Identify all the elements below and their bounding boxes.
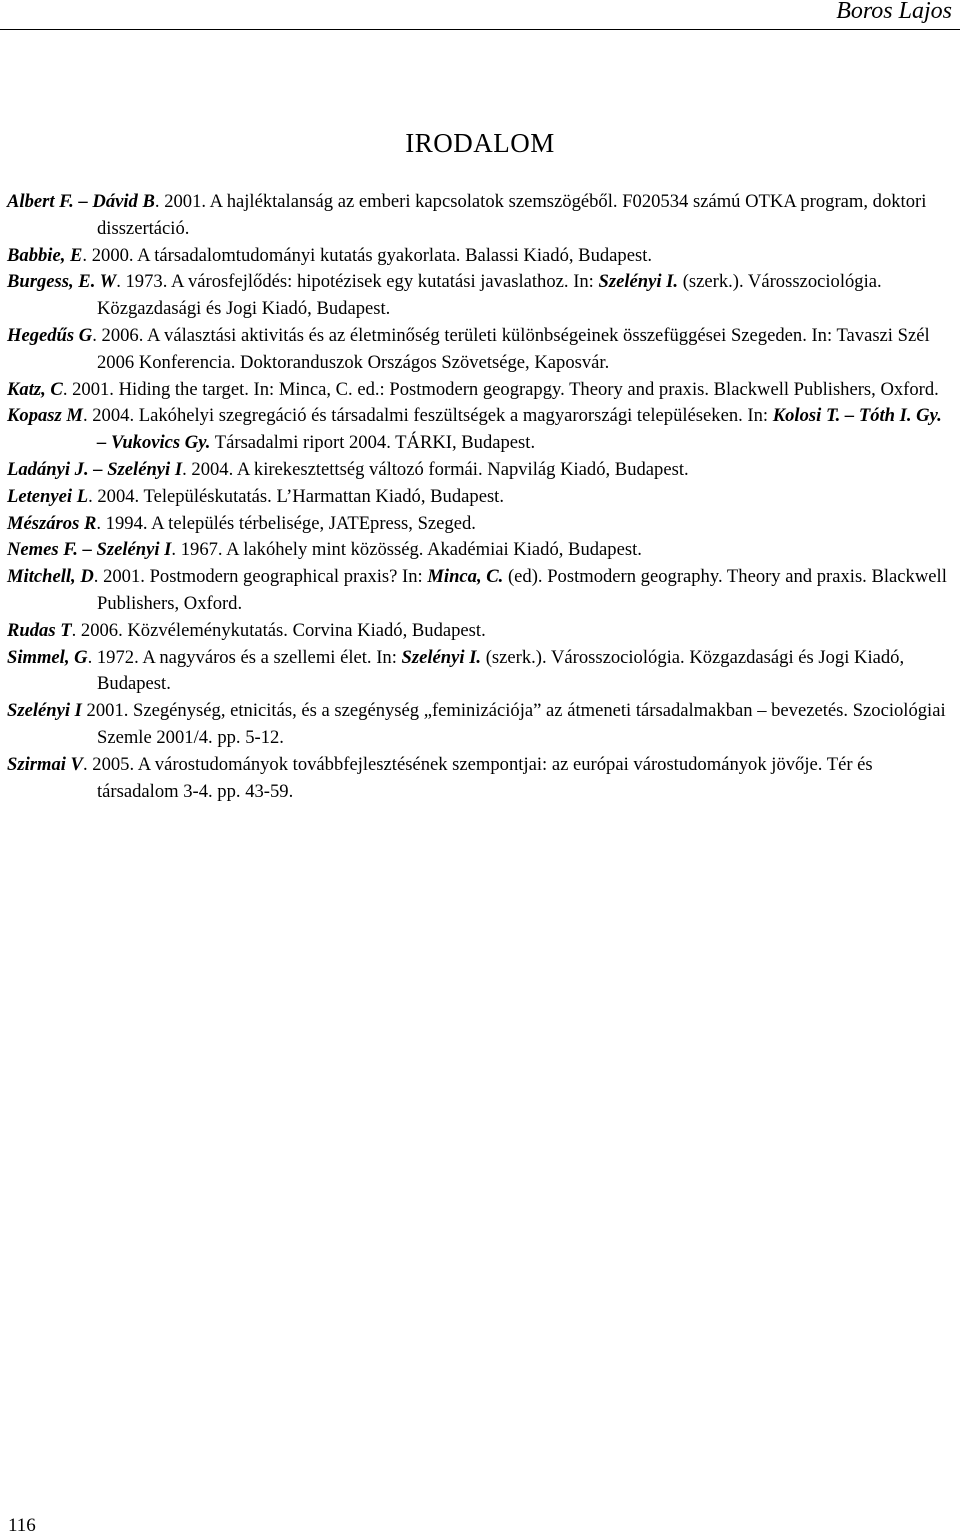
reference-author: Babbie, E <box>7 244 83 266</box>
reference-text: . 2005. A várostudományok továbbfejlesztésének szempontjai: az európai várostudományok jövője. Tér és társadalom 3-4. pp. 43-59. <box>82 753 873 802</box>
reference-entry <box>7 618 953 645</box>
reference-author: Ladányi J. – Szelényi I <box>7 458 183 480</box>
reference-text: . 1972. A nagyváros és a szellemi élet. In: <box>87 646 402 668</box>
running-title: Boros Lajos <box>836 0 952 24</box>
reference-author: Szelényi I <box>7 700 82 722</box>
reference-author: Mészáros R <box>7 512 97 534</box>
reference-text: . 2001. A hajléktalanság az emberi kapcsolatok szemszögéből. F020534 számú OTKA program, doktori disszertáció. <box>97 191 927 239</box>
reference-author: Burgess, E. W <box>7 271 117 293</box>
reference-entry <box>7 403 953 457</box>
reference-author: Rudas T <box>7 619 72 641</box>
reference-text: . 2001. Postmodern geographical praxis? In: <box>93 566 428 588</box>
reference-editor: Minca, C. <box>427 566 504 588</box>
reference-text: Társadalmi riport 2004. TÁRKI, Budapest. <box>210 432 536 454</box>
reference-author: Szirmai V <box>7 753 83 775</box>
reference-text: . 1994. A település térbelisége, JATEpress, Szeged. <box>96 512 476 534</box>
reference-text: . 2004. A kirekesztettség változó formái. Napvilág Kiadó, Budapest. <box>182 458 689 480</box>
reference-entry <box>7 564 953 618</box>
reference-text: (ed). Postmodern geography. Theory and praxis. Blackwell Publishers, Oxford. <box>97 566 947 614</box>
reference-text: . 2004. Településkutatás. L’Harmattan Kiadó, Budapest. <box>88 485 504 507</box>
reference-entry <box>7 645 953 699</box>
reference-author: Katz, C <box>7 378 63 400</box>
page-number: 116 <box>8 1515 36 1536</box>
reference-author: Simmel, G <box>7 646 88 668</box>
reference-author: Albert F. – Dávid B <box>7 191 155 212</box>
running-header <box>0 0 960 30</box>
reference-text: . 2001. Hiding the target. In: Minca, C. ed.: Postmodern geograpgy. Theory and praxis. Blackwell Publishers, Oxford. <box>62 378 939 400</box>
section-title: IRODALOM <box>405 128 555 158</box>
reference-entry <box>7 377 953 404</box>
reference-text: 2001. Szegénység, etnicitás, és a szegénység „feminizációja” az átmeneti társadalmakban – bevezetés. Szociológiai Szemle 2001/4. pp. 5-12. <box>81 700 946 748</box>
reference-text: . 2004. Lakóhelyi szegregáció és társadalmi feszültségek a magyarországi településeken. In: <box>82 405 773 427</box>
reference-author: Mitchell, D <box>7 566 94 588</box>
reference-entry <box>7 323 953 377</box>
reference-author: Letenyei L <box>7 485 89 507</box>
reference-text: . 2000. A társadalomtudományi kutatás gyakorlata. Balassi Kiadó, Budapest. <box>82 244 653 266</box>
reference-text: . 2006. A választási aktivitás és az életminőség területi különbségeinek összefüggései Szegeden. In: Tavaszi Szél 2006 Konferencia. Doktoranduszok Országos Szövetsége, Kaposvár. <box>92 324 930 373</box>
reference-entry <box>7 537 953 564</box>
reference-text: . 1967. A lakóhely mint közösség. Akadémiai Kiadó, Budapest. <box>171 539 642 561</box>
reference-author: Hegedűs G <box>7 324 93 346</box>
reference-entry <box>7 698 953 752</box>
reference-entry <box>7 457 953 484</box>
reference-editor: Kolosi T. – Tóth I. Gy. – Vukovics Gy. <box>97 405 942 454</box>
reference-editor: Szelényi I. <box>598 271 679 293</box>
reference-entry <box>7 189 953 243</box>
reference-list <box>7 189 953 805</box>
reference-entry <box>7 243 953 270</box>
reference-author: Nemes F. – Szelényi I <box>7 539 172 561</box>
reference-text: . 1973. A városfejlődés: hipotézisek egy kutatási javaslathoz. In: <box>116 271 599 293</box>
reference-entry <box>7 484 953 511</box>
reference-text: . 2006. Közvéleménykutatás. Corvina Kiadó, Budapest. <box>71 619 486 641</box>
reference-author: Kopasz M <box>7 405 83 427</box>
reference-entry <box>7 752 953 806</box>
reference-editor: Szelényi I. <box>401 646 482 668</box>
reference-entry <box>7 269 953 323</box>
reference-text: (szerk.). Városszociológia. Közgazdasági és Jogi Kiadó, Budapest. <box>97 646 905 695</box>
reference-entry <box>7 511 953 538</box>
reference-text: (szerk.). Városszociológia. Közgazdasági és Jogi Kiadó, Budapest. <box>97 271 882 320</box>
